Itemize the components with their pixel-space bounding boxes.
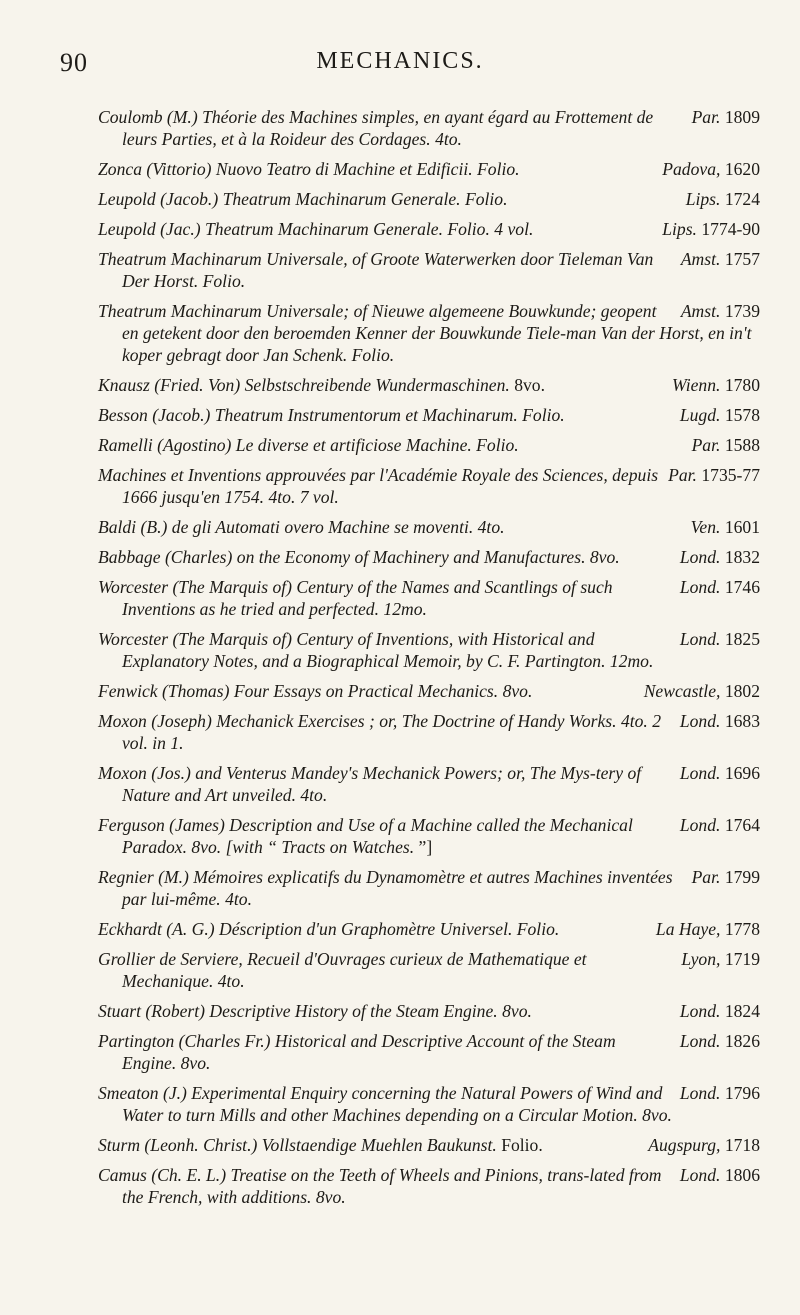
- entry-text: Knausz (Fried. Von): [98, 375, 241, 395]
- entry-text: Regnier (M.) Mémoires explicatifs du Dynamomètre et autres Machines inventées par lui-même. 4to.: [98, 867, 673, 909]
- entry-text: Smeaton (J.) Experimental Enquiry concerning the Natural Powers of Wind and Water to turn Mills and other Machines depending on a Circular Motion. 8vo.: [98, 1083, 672, 1125]
- bibliography-entry: [98, 158, 760, 180]
- entry-italic-title: Selbstschreibende Wundermaschinen.: [244, 375, 510, 395]
- entry-text-continued: 8vo.: [514, 375, 545, 395]
- entry-text: Babbage (Charles) on the Economy of Machinery and Manufactures. 8vo.: [98, 547, 620, 567]
- bibliography-entry: [98, 516, 760, 538]
- imprint-year: 1696: [724, 763, 760, 783]
- bibliography-entry: [98, 404, 760, 426]
- imprint-year: 1601: [724, 517, 760, 537]
- entry-text: Ramelli (Agostino) Le diverse et artificiose Machine. Folio.: [98, 435, 519, 455]
- entry-text: Theatrum Machinarum Universale, of Groote Waterwerken door Tieleman Van Der Horst. Folio.: [98, 249, 654, 291]
- entry-text-continued: Folio.: [501, 1135, 543, 1155]
- entry-text: Stuart (Robert) Descriptive History of the Steam Engine. 8vo.: [98, 1001, 532, 1021]
- entry-text: Worcester (The Marquis of) Century of the Names and Scantlings of such Inventions as he tried and perfected. 12mo.: [98, 577, 613, 619]
- bibliography-entry: [98, 866, 760, 910]
- bibliography-entry: [98, 1082, 760, 1126]
- imprint: [662, 218, 760, 240]
- imprint-year: 1832: [724, 547, 760, 567]
- imprint-year: 1735-77: [701, 465, 760, 485]
- imprint-year: 1719: [724, 949, 760, 969]
- entry-text: Eckhardt (A. G.) Déscription d'un Graphomètre Universel. Folio.: [98, 919, 560, 939]
- entry-text: Coulomb (M.) Théorie des Machines simples, en ayant égard au Frottement de leurs Parties, et à la Roideur des Cordages. 4to.: [98, 107, 654, 149]
- imprint-year: 1718: [724, 1135, 760, 1155]
- imprint: [692, 434, 760, 456]
- bibliography-entry: [98, 948, 760, 992]
- imprint: [691, 516, 760, 538]
- bibliography-entry: [98, 248, 760, 292]
- bibliography-entry: [98, 300, 760, 366]
- imprint: [680, 1164, 760, 1186]
- imprint-place: Padova,: [662, 159, 721, 179]
- imprint-year: 1724: [724, 189, 760, 209]
- imprint-year: 1806: [724, 1165, 760, 1185]
- imprint: [680, 762, 760, 784]
- imprint-place: Amst.: [680, 249, 721, 269]
- bibliography-entry: [98, 434, 760, 456]
- entry-text: Leupold (Jac.) Theatrum Machinarum Generale. Folio. 4 vol.: [98, 219, 534, 239]
- imprint-year: 1809: [724, 107, 760, 127]
- bibliography-entry: [98, 218, 760, 240]
- imprint-year: 1764: [724, 815, 760, 835]
- entry-text: Leupold (Jacob.) Theatrum Machinarum Generale. Folio.: [98, 189, 508, 209]
- bibliography-entry: [98, 762, 760, 806]
- entry-text: Theatrum Machinarum Universale; of Nieuwe algemeene Bouwkunde; geopent en getekent door den beroemden Kenner der Bouwkunde Tiele-man Van der Horst, en in't koper gebragt door Jan Schenk. Folio.: [98, 301, 752, 365]
- entry-text: Grollier de Serviere, Recueil d'Ouvrages curieux de Mathematique et Mechanique. 4to.: [98, 949, 587, 991]
- entry-text: Machines et Inventions approuvées par l'Académie Royale des Sciences, depuis 1666 jusqu'en 1754. 4to. 7 vol.: [98, 465, 659, 507]
- bibliography-entry: [98, 1134, 760, 1156]
- imprint: [680, 404, 760, 426]
- imprint: [680, 576, 760, 598]
- imprint-year: 1780: [724, 375, 760, 395]
- imprint: [680, 814, 760, 836]
- imprint-place: Par.: [668, 465, 697, 485]
- imprint-place: Lond.: [679, 1031, 721, 1051]
- imprint: [692, 866, 760, 888]
- imprint-place: Lond.: [679, 577, 721, 597]
- imprint: [656, 918, 760, 940]
- entry-text: Zonca (Vittorio) Nuovo Teatro di Machine et Edificii. Folio.: [98, 159, 520, 179]
- imprint: [680, 546, 760, 568]
- imprint-place: Newcastle,: [643, 681, 721, 701]
- imprint: [680, 1000, 760, 1022]
- page-number: 90: [60, 48, 88, 77]
- imprint: [644, 680, 760, 702]
- imprint-place: Lugd.: [679, 405, 721, 425]
- imprint-place: Lond.: [679, 1001, 721, 1021]
- running-header: MECHANICS.: [316, 48, 484, 74]
- entry-text: Sturm (Leonh. Christ.): [98, 1135, 258, 1155]
- imprint-place: Lond.: [679, 1165, 721, 1185]
- imprint: [672, 374, 760, 396]
- imprint-place: Lond.: [679, 629, 721, 649]
- imprint-place: Lond.: [679, 711, 721, 731]
- imprint-year: 1620: [724, 159, 760, 179]
- imprint-place: La Haye,: [655, 919, 721, 939]
- bibliography-entry: [98, 1030, 760, 1074]
- imprint: [680, 1030, 760, 1052]
- entry-text: Partington (Charles Fr.) Historical and Descriptive Account of the Steam Engine. 8vo.: [98, 1031, 616, 1073]
- bibliography-entry: [98, 918, 760, 940]
- bibliography-entry: [98, 680, 760, 702]
- bibliography-entry: [98, 710, 760, 754]
- imprint: [648, 1134, 760, 1156]
- imprint: [680, 1082, 760, 1104]
- imprint-place: Amst.: [680, 301, 721, 321]
- imprint-place: Lips.: [685, 189, 721, 209]
- entry-text: Worcester (The Marquis of) Century of Inventions, with Historical and Explanatory Notes, and a Biographical Memoir, by C. F. Partington. 12mo.: [98, 629, 654, 671]
- bibliography-entry: [98, 106, 760, 150]
- imprint-place: Lyon,: [681, 949, 721, 969]
- bibliography-entry: [98, 1164, 760, 1208]
- imprint-place: Augspurg,: [648, 1135, 721, 1155]
- imprint-place: Lond.: [679, 547, 721, 567]
- bibliography-entry: [98, 464, 760, 508]
- imprint-place: Lips.: [662, 219, 697, 239]
- imprint: [686, 188, 760, 210]
- imprint-place: Par.: [691, 867, 721, 887]
- imprint-year: 1774-90: [701, 219, 760, 239]
- bibliography-entry: [98, 546, 760, 568]
- entry-italic-title: Vollstaendige Muehlen Baukunst.: [261, 1135, 497, 1155]
- bibliography-entry: [98, 628, 760, 672]
- bibliography-entry: [98, 374, 760, 396]
- imprint-year: 1824: [724, 1001, 760, 1021]
- imprint: [668, 464, 760, 486]
- entry-text: Fenwick (Thomas) Four Essays on Practical Mechanics. 8vo.: [98, 681, 533, 701]
- entry-text: Besson (Jacob.) Theatrum Instrumentorum et Machinarum. Folio.: [98, 405, 565, 425]
- imprint-year: 1746: [724, 577, 760, 597]
- imprint-year: 1739: [724, 301, 760, 321]
- entry-text: Moxon (Jos.) and Venterus Mandey's Mechanick Powers; or, The Mys-tery of Nature and Art unveiled. 4to.: [98, 763, 642, 805]
- imprint-place: Wienn.: [672, 375, 721, 395]
- imprint: [681, 248, 760, 270]
- imprint-place: Par.: [691, 107, 721, 127]
- bibliography-entry: [98, 814, 760, 858]
- imprint-place: Ven.: [690, 517, 721, 537]
- bibliography-entry: [98, 576, 760, 620]
- imprint: [681, 948, 760, 970]
- imprint-place: Lond.: [679, 1083, 721, 1103]
- entry-text: Camus (Ch. E. L.) Treatise on the Teeth of Wheels and Pinions, trans-lated from the French, with additions. 8vo.: [98, 1165, 662, 1207]
- entry-text-continued: ”]: [418, 837, 433, 857]
- bibliography-entry: [98, 1000, 760, 1022]
- imprint-year: 1757: [724, 249, 760, 269]
- imprint-year: 1825: [724, 629, 760, 649]
- entry-text: Baldi (B.) de gli Automati overo Machine se moventi. 4to.: [98, 517, 505, 537]
- entry-text: Moxon (Joseph) Mechanick Exercises ; or, The Doctrine of Handy Works. 4to. 2 vol. in 1.: [98, 711, 662, 753]
- imprint-year: 1683: [724, 711, 760, 731]
- imprint-year: 1799: [724, 867, 760, 887]
- imprint-place: Lond.: [679, 815, 721, 835]
- imprint-year: 1796: [724, 1083, 760, 1103]
- imprint: [692, 106, 760, 128]
- imprint-year: 1802: [724, 681, 760, 701]
- imprint-year: 1578: [724, 405, 760, 425]
- imprint: [680, 628, 760, 650]
- imprint-year: 1826: [724, 1031, 760, 1051]
- imprint-place: Par.: [691, 435, 721, 455]
- bibliography-list: [98, 106, 760, 1216]
- imprint-year: 1588: [724, 435, 760, 455]
- bibliography-entry: [98, 188, 760, 210]
- entry-italic-title: Tracts on Watches.: [281, 837, 415, 857]
- entry-text: Ferguson (James) Description and Use of a Machine called the Mechanical Paradox. 8vo. [with “: [98, 815, 633, 857]
- imprint-year: 1778: [724, 919, 760, 939]
- imprint: [662, 158, 760, 180]
- imprint-place: Lond.: [679, 763, 721, 783]
- imprint: [680, 710, 760, 732]
- imprint: [681, 300, 760, 322]
